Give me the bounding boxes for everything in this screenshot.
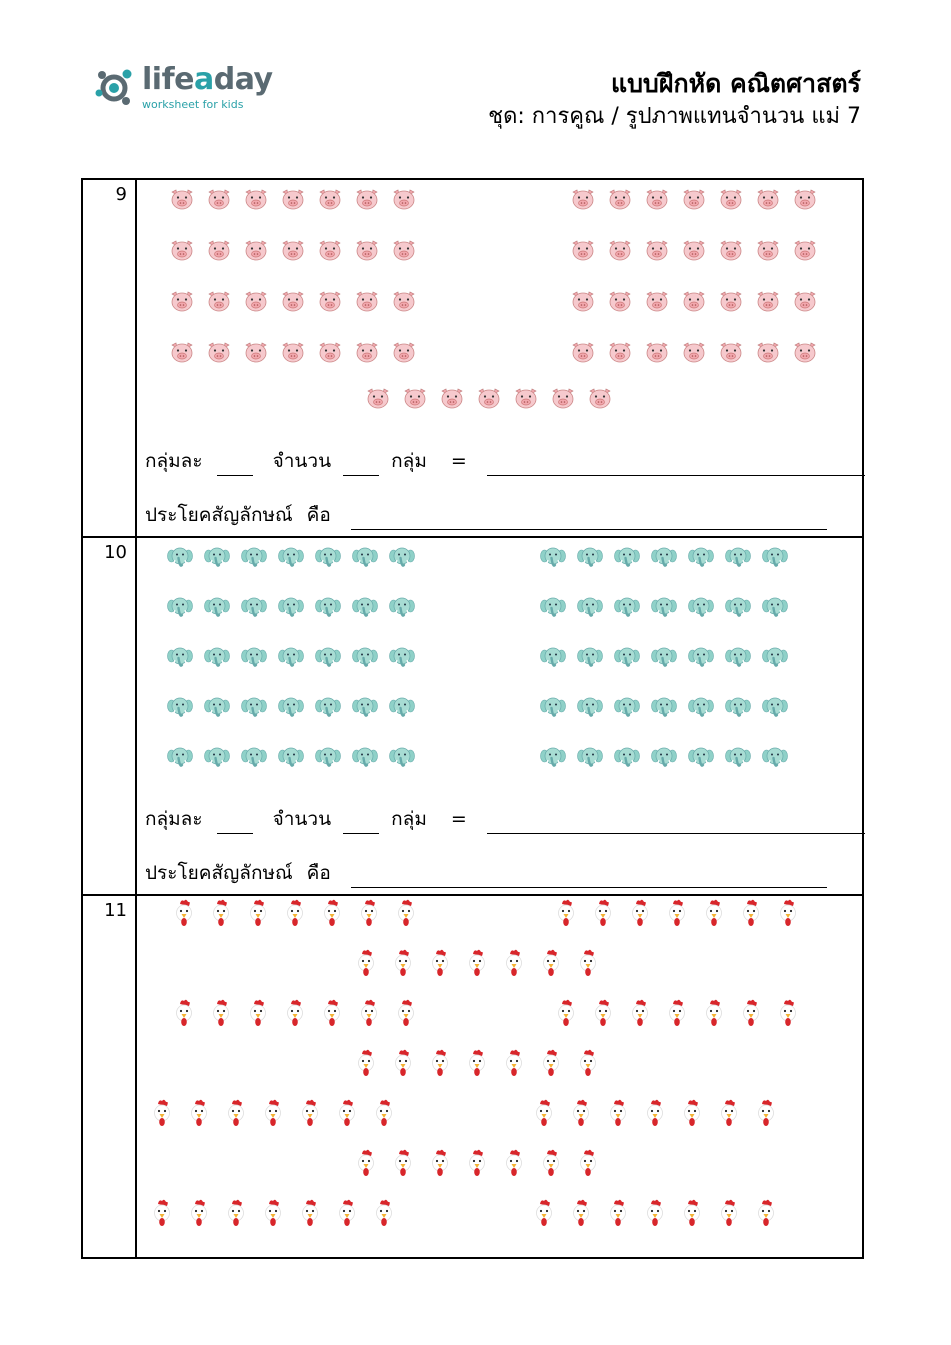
elephant-icon	[389, 544, 415, 570]
per-group-label: กลุ่มละ	[145, 450, 203, 472]
icon-row	[169, 339, 417, 365]
pig-icon	[280, 237, 306, 263]
chicken-icon	[371, 1098, 397, 1130]
chicken-icon	[260, 1198, 286, 1230]
elephant-icon	[315, 594, 341, 620]
pig-icon	[169, 186, 195, 212]
chicken-icon	[538, 1048, 564, 1080]
pig-icon	[513, 385, 539, 411]
pig-icon	[792, 186, 818, 212]
chicken-icon	[627, 998, 653, 1030]
pig-icon	[681, 339, 707, 365]
icon-row	[531, 1098, 779, 1130]
molecule-logo-icon	[90, 62, 138, 110]
elephant-icon	[725, 594, 751, 620]
pig-icon	[644, 288, 670, 314]
chicken-icon	[753, 1098, 779, 1130]
pig-icon	[550, 385, 576, 411]
question-11	[83, 896, 862, 1257]
elephant-icon	[352, 594, 378, 620]
elephant-icon	[651, 544, 677, 570]
elephant-icon	[352, 644, 378, 670]
icon-row	[365, 385, 613, 411]
elephant-icon	[540, 694, 566, 720]
icon-row	[553, 998, 801, 1030]
pig-icon	[718, 288, 744, 314]
chicken-icon	[716, 1098, 742, 1130]
count-blank[interactable]	[343, 815, 379, 834]
chicken-icon	[575, 948, 601, 980]
chicken-icon	[590, 998, 616, 1030]
pig-icon	[169, 237, 195, 263]
chicken-icon	[627, 898, 653, 930]
elephant-icon	[614, 544, 640, 570]
elephant-icon	[614, 594, 640, 620]
icon-row	[570, 186, 818, 212]
icon-row	[167, 594, 415, 620]
chicken-icon	[282, 898, 308, 930]
chicken-icon	[334, 1198, 360, 1230]
elephant-icon	[688, 594, 714, 620]
elephant-icon	[167, 544, 193, 570]
pig-icon	[280, 288, 306, 314]
icon-row	[149, 1098, 397, 1130]
is-label: คือ	[306, 504, 331, 526]
chicken-icon	[553, 998, 579, 1030]
chicken-icon	[679, 1098, 705, 1130]
pig-icon	[169, 288, 195, 314]
question-number-cell	[83, 896, 137, 1257]
chicken-icon	[538, 1148, 564, 1180]
chicken-icon	[716, 1198, 742, 1230]
chicken-icon	[223, 1198, 249, 1230]
elephant-icon	[278, 544, 304, 570]
elephant-icon	[614, 694, 640, 720]
elephant-icon	[315, 744, 341, 770]
icon-row	[540, 694, 788, 720]
chicken-icon	[208, 898, 234, 930]
icon-row	[167, 644, 415, 670]
pig-icon	[570, 339, 596, 365]
logo-wordmark: lifeaday	[142, 62, 273, 97]
pig-icon	[354, 237, 380, 263]
elephant-icon	[577, 594, 603, 620]
icon-row	[531, 1198, 779, 1230]
icon-row	[553, 898, 801, 930]
elephant-icon	[278, 644, 304, 670]
chicken-icon	[260, 1098, 286, 1130]
icon-row	[540, 594, 788, 620]
pig-icon	[391, 237, 417, 263]
chicken-icon	[171, 898, 197, 930]
pig-icon	[607, 237, 633, 263]
pig-icon	[243, 288, 269, 314]
chicken-icon	[538, 948, 564, 980]
chicken-icon	[605, 1098, 631, 1130]
elephant-icon	[241, 694, 267, 720]
question-number-cell	[83, 538, 137, 894]
chicken-icon	[753, 1198, 779, 1230]
elephant-icon	[167, 644, 193, 670]
elephant-icon	[167, 744, 193, 770]
pig-icon	[206, 237, 232, 263]
pig-icon	[391, 186, 417, 212]
pig-icon	[402, 385, 428, 411]
question-number-cell	[83, 180, 137, 536]
chicken-icon	[297, 1198, 323, 1230]
pig-icon	[243, 237, 269, 263]
pig-icon	[317, 339, 343, 365]
icon-row	[169, 237, 417, 263]
elephant-icon	[651, 694, 677, 720]
group-label: กลุ่ม	[391, 808, 427, 830]
pig-icon	[792, 339, 818, 365]
chicken-icon	[393, 998, 419, 1030]
icon-row	[570, 237, 818, 263]
chicken-icon	[701, 898, 727, 930]
elephant-icon	[540, 744, 566, 770]
elephant-icon	[241, 744, 267, 770]
chicken-icon	[353, 1148, 379, 1180]
chicken-icon	[642, 1098, 668, 1130]
pig-icon	[570, 288, 596, 314]
chicken-icon	[334, 1098, 360, 1130]
elephant-icon	[651, 594, 677, 620]
icon-row	[167, 744, 415, 770]
pig-icon	[206, 288, 232, 314]
elephant-icon	[389, 694, 415, 720]
chicken-icon	[501, 1148, 527, 1180]
question-number: 9	[115, 184, 127, 205]
pig-icon	[280, 339, 306, 365]
logo-tagline: worksheet for kids	[142, 98, 244, 111]
elephant-icon	[688, 544, 714, 570]
pig-icon	[718, 186, 744, 212]
equals-sign: =	[450, 808, 467, 830]
chicken-icon	[775, 998, 801, 1030]
chicken-icon	[427, 948, 453, 980]
chicken-icon	[501, 1048, 527, 1080]
sentence-label: ประโยคสัญลักษณ์	[145, 862, 293, 884]
chicken-icon	[353, 948, 379, 980]
elephant-icon	[167, 594, 193, 620]
pig-icon	[476, 385, 502, 411]
per-group-blank[interactable]	[217, 457, 253, 476]
pig-icon	[243, 186, 269, 212]
chicken-icon	[223, 1098, 249, 1130]
question-9	[83, 180, 862, 538]
chicken-icon	[149, 1198, 175, 1230]
elephant-icon	[762, 744, 788, 770]
icon-row	[353, 948, 601, 980]
count-label: จำนวน	[272, 450, 332, 472]
pig-icon	[206, 186, 232, 212]
pig-icon	[607, 186, 633, 212]
pig-icon	[317, 186, 343, 212]
elephant-icon	[762, 644, 788, 670]
answer-line-sentence	[145, 500, 827, 530]
pig-icon	[365, 385, 391, 411]
pig-icon	[317, 237, 343, 263]
pig-icon	[755, 237, 781, 263]
pig-icon	[644, 237, 670, 263]
pig-icon	[169, 339, 195, 365]
chicken-icon	[464, 1048, 490, 1080]
pig-icon	[206, 339, 232, 365]
chicken-icon	[575, 1048, 601, 1080]
chicken-icon	[393, 898, 419, 930]
elephant-icon	[725, 744, 751, 770]
chicken-icon	[501, 948, 527, 980]
elephant-icon	[389, 594, 415, 620]
answer-line-groups	[145, 804, 865, 834]
answer-line-sentence	[145, 858, 827, 888]
elephant-icon	[725, 644, 751, 670]
pig-icon	[570, 237, 596, 263]
icon-row	[540, 644, 788, 670]
elephant-icon	[762, 544, 788, 570]
elephant-icon	[241, 544, 267, 570]
pig-icon	[439, 385, 465, 411]
elephant-icon	[688, 644, 714, 670]
chicken-icon	[390, 948, 416, 980]
elephant-icon	[577, 744, 603, 770]
elephant-icon	[352, 744, 378, 770]
chicken-icon	[353, 1048, 379, 1080]
pig-icon	[644, 186, 670, 212]
elephant-icon	[651, 744, 677, 770]
logo	[90, 60, 280, 120]
pig-icon	[681, 186, 707, 212]
pig-icon	[792, 288, 818, 314]
chicken-icon	[371, 1198, 397, 1230]
elephant-icon	[577, 544, 603, 570]
chicken-icon	[605, 1198, 631, 1230]
icon-row	[570, 339, 818, 365]
count-blank[interactable]	[343, 457, 379, 476]
chicken-icon	[319, 998, 345, 1030]
count-label: จำนวน	[272, 808, 332, 830]
pig-icon	[681, 237, 707, 263]
chicken-icon	[356, 898, 382, 930]
elephant-icon	[241, 644, 267, 670]
pig-icon	[792, 237, 818, 263]
chicken-icon	[775, 898, 801, 930]
elephant-icon	[315, 644, 341, 670]
elephant-icon	[204, 744, 230, 770]
icon-row	[171, 898, 419, 930]
pig-icon	[354, 339, 380, 365]
pig-icon	[644, 339, 670, 365]
pig-icon	[587, 385, 613, 411]
pig-icon	[607, 288, 633, 314]
pig-icon	[391, 339, 417, 365]
question-number: 10	[104, 542, 127, 563]
elephant-icon	[725, 694, 751, 720]
chicken-icon	[664, 898, 690, 930]
chicken-icon	[738, 898, 764, 930]
result-blank[interactable]	[487, 457, 865, 476]
elephant-icon	[167, 694, 193, 720]
pig-icon	[755, 186, 781, 212]
chicken-icon	[297, 1098, 323, 1130]
icon-row	[171, 998, 419, 1030]
chicken-icon	[531, 1098, 557, 1130]
chicken-icon	[701, 998, 727, 1030]
pig-icon	[243, 339, 269, 365]
chicken-icon	[464, 948, 490, 980]
sentence-label: ประโยคสัญลักษณ์	[145, 504, 293, 526]
elephant-icon	[762, 594, 788, 620]
elephant-icon	[278, 594, 304, 620]
pig-icon	[718, 339, 744, 365]
question-number: 11	[104, 900, 127, 921]
elephant-icon	[204, 694, 230, 720]
chicken-icon	[664, 998, 690, 1030]
icon-row	[167, 544, 415, 570]
pig-icon	[280, 186, 306, 212]
chicken-icon	[679, 1198, 705, 1230]
chicken-icon	[186, 1098, 212, 1130]
icon-row	[169, 186, 417, 212]
chicken-icon	[427, 1048, 453, 1080]
icon-row	[353, 1048, 601, 1080]
chicken-icon	[282, 998, 308, 1030]
chicken-icon	[390, 1048, 416, 1080]
chicken-icon	[642, 1198, 668, 1230]
pig-icon	[681, 288, 707, 314]
chicken-icon	[245, 998, 271, 1030]
elephant-icon	[389, 644, 415, 670]
elephant-icon	[389, 744, 415, 770]
chicken-icon	[149, 1098, 175, 1130]
chicken-icon	[590, 898, 616, 930]
elephant-icon	[540, 594, 566, 620]
chicken-icon	[427, 1148, 453, 1180]
chicken-icon	[575, 1148, 601, 1180]
chicken-icon	[245, 898, 271, 930]
elephant-icon	[204, 644, 230, 670]
pig-icon	[607, 339, 633, 365]
elephant-icon	[762, 694, 788, 720]
per-group-blank[interactable]	[217, 815, 253, 834]
elephant-icon	[352, 694, 378, 720]
sentence-blank[interactable]	[351, 511, 827, 530]
chicken-icon	[390, 1148, 416, 1180]
elephant-icon	[688, 694, 714, 720]
chicken-icon	[356, 998, 382, 1030]
elephant-icon	[540, 644, 566, 670]
elephant-icon	[352, 544, 378, 570]
chicken-icon	[208, 998, 234, 1030]
pig-icon	[755, 339, 781, 365]
elephant-icon	[241, 594, 267, 620]
chicken-icon	[738, 998, 764, 1030]
icon-row	[169, 288, 417, 314]
elephant-icon	[278, 694, 304, 720]
group-label: กลุ่ม	[391, 450, 427, 472]
pig-icon	[317, 288, 343, 314]
elephant-icon	[688, 744, 714, 770]
icon-row	[540, 744, 788, 770]
elephant-icon	[614, 644, 640, 670]
elephant-icon	[614, 744, 640, 770]
answer-line-groups	[145, 446, 865, 476]
equals-sign: =	[450, 450, 467, 472]
icon-row	[149, 1198, 397, 1230]
pig-icon	[570, 186, 596, 212]
chicken-icon	[319, 898, 345, 930]
question-10	[83, 538, 862, 896]
elephant-icon	[315, 694, 341, 720]
per-group-label: กลุ่มละ	[145, 808, 203, 830]
elephant-icon	[725, 544, 751, 570]
elephant-icon	[577, 644, 603, 670]
elephant-icon	[315, 544, 341, 570]
elephant-icon	[204, 594, 230, 620]
chicken-icon	[568, 1198, 594, 1230]
chicken-icon	[531, 1198, 557, 1230]
chicken-icon	[568, 1098, 594, 1130]
sentence-blank[interactable]	[351, 869, 827, 888]
chicken-icon	[171, 998, 197, 1030]
pig-icon	[354, 288, 380, 314]
elephant-icon	[540, 544, 566, 570]
elephant-icon	[577, 694, 603, 720]
worksheet-table	[81, 178, 864, 1259]
icon-row	[570, 288, 818, 314]
chicken-icon	[186, 1198, 212, 1230]
elephant-icon	[651, 644, 677, 670]
page-subtitle: ชุด: การคูณ / รูปภาพแทนจำนวน แม่ 7	[488, 104, 861, 129]
elephant-icon	[278, 744, 304, 770]
icon-row	[167, 694, 415, 720]
pig-icon	[391, 288, 417, 314]
page-title: แบบฝึกหัด คณิตศาสตร์	[610, 69, 861, 98]
pig-icon	[718, 237, 744, 263]
result-blank[interactable]	[487, 815, 865, 834]
chicken-icon	[464, 1148, 490, 1180]
chicken-icon	[553, 898, 579, 930]
elephant-icon	[204, 544, 230, 570]
is-label: คือ	[306, 862, 331, 884]
icon-row	[540, 544, 788, 570]
pig-icon	[755, 288, 781, 314]
icon-row	[353, 1148, 601, 1180]
pig-icon	[354, 186, 380, 212]
